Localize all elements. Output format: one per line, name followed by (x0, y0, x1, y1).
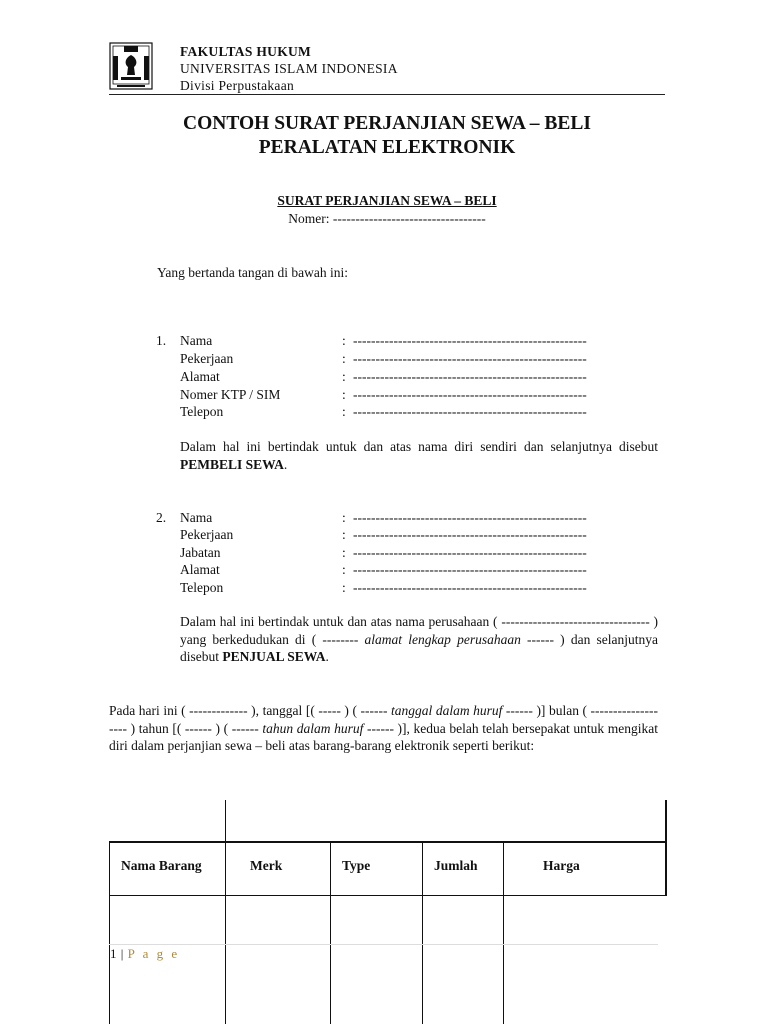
agreement-paragraph: Pada hari ini ( ------------- ), tanggal [( ----- ) ( ------ tanggal dalam huruf ------ )] bulan ( ------------------- ) tahun [( ------ ) ( ------ tahun dalam huruf ------ )], kedua belah telah bersepakat untuk mengikat diri dalam perjanjian sewa – beli atas barang-barang elektronik seperti berikut: (109, 703, 659, 753)
document-title-line1: CONTOH SURAT PERJANJIAN SEWA – BELI (183, 113, 591, 134)
university-name: UNIVERSITAS ISLAM INDONESIA (180, 61, 398, 76)
party1-field-value: ---------------------------------------------------- (353, 333, 587, 348)
party1-field-value: ---------------------------------------------------- (353, 404, 587, 419)
party2-field-value: ---------------------------------------------------- (353, 545, 587, 560)
party1-field-label: Alamat (180, 369, 220, 384)
party1-number: 1. (156, 333, 167, 348)
party1-statement: Dalam hal ini bertindak untuk dan atas nama diri sendiri dan selanjutnya disebut PEMBELI SEWA. (180, 439, 658, 472)
seller-role: PENJUAL SEWA (222, 649, 326, 664)
party1-field-value: ---------------------------------------------------- (353, 351, 587, 366)
party1-field-label: Nomer KTP / SIM (180, 387, 281, 402)
col-header-harga: Harga (543, 858, 580, 873)
col-header-nama-barang: Nama Barang (121, 858, 202, 873)
buyer-role: PEMBELI SEWA (180, 456, 284, 472)
party2-field-label: Jabatan (180, 545, 221, 560)
party2-field-label: Telepon (180, 580, 224, 595)
page-label: P a g e (127, 946, 180, 961)
letter-number: Nomer: ---------------------------------- (288, 211, 486, 226)
footer-divider (109, 944, 658, 945)
faculty-name: FAKULTAS HUKUM (180, 44, 312, 59)
party1-field-label: Pekerjaan (180, 351, 234, 366)
university-seal-icon (109, 42, 153, 90)
col-header-merk: Merk (250, 858, 283, 873)
header-divider (109, 94, 665, 95)
party2-field-label: Nama (180, 510, 213, 525)
party2-field-value: ---------------------------------------------------- (353, 580, 587, 595)
party1-field-value: ---------------------------------------------------- (353, 369, 587, 384)
document-title-line2: PERALATAN ELEKTRONIK (258, 137, 516, 158)
party1-field-value: ---------------------------------------------------- (353, 387, 587, 402)
party2-statement: Dalam hal ini bertindak untuk dan atas nama perusahaan ( --------------------------------- ) yang berkedudukan di ( -------- alamat lengkap perusahaan ------ ) dan selanjutnya disebut PENJUAL SEWA. (180, 614, 658, 664)
party2-field-value: ---------------------------------------------------- (353, 527, 587, 542)
page-footer: 1 | P a g e (110, 946, 180, 961)
party2-field-label: Pekerjaan (180, 527, 234, 542)
party2-number: 2. (156, 510, 167, 525)
letter-subtitle: SURAT PERJANJIAN SEWA – BELI (277, 193, 497, 208)
division-name: Divisi Perpustakaan (180, 78, 295, 93)
party2-field-value: ---------------------------------------------------- (353, 562, 587, 577)
party2-field-label: Alamat (180, 562, 220, 577)
party1-field-label: Nama (180, 333, 213, 348)
party2-field-value: ---------------------------------------------------- (353, 510, 587, 525)
col-header-jumlah: Jumlah (434, 858, 478, 873)
page-number: 1 (110, 946, 117, 961)
intro-text: Yang bertanda tangan di bawah ini: (157, 265, 348, 280)
university-logo (109, 42, 153, 90)
col-header-type: Type (342, 858, 371, 873)
party1-field-label: Telepon (180, 404, 224, 419)
items-table (109, 800, 667, 1024)
